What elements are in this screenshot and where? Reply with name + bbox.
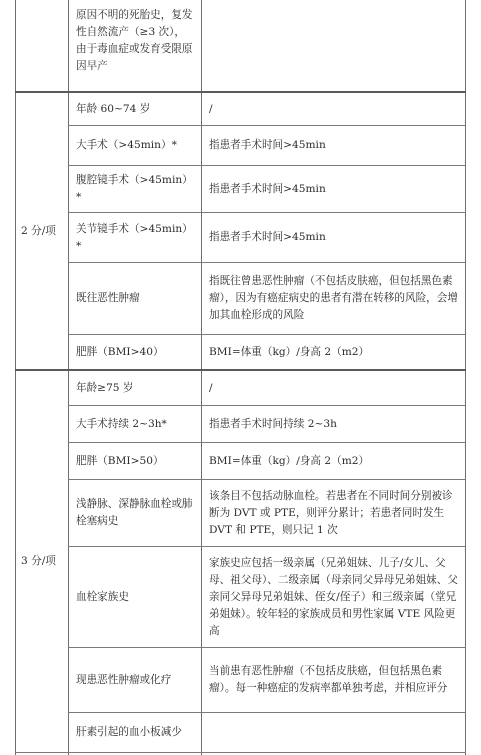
risk-factor-text: 原因不明的死胎史，复发性自然流产（≥3 次），由于毒血症或发育受限原因早产 [76,9,193,72]
risk-factor-cell [68,713,201,752]
risk-factor-cell [68,406,201,442]
risk-factor-text: 肥胖（BMI>40） [76,345,164,358]
score-cell [15,93,68,369]
score-label: 3 分/项 [21,555,56,567]
note-text: 指患者手术时间持续 2~3h [209,417,337,430]
risk-score-table [15,0,466,755]
risk-factor-text: 肝素引起的血小板减少 [76,726,182,738]
note-cell [201,648,466,712]
risk-factor-text: 浅静脉、深静脉血栓或肺栓塞病史 [76,498,193,527]
risk-factor-cell [68,480,201,546]
risk-factor-text: 腹腔镜手术（>45min）* [76,174,193,203]
note-cell [201,406,466,442]
risk-factor-text: 血栓家族史 [76,590,129,603]
risk-factor-text: 既往恶性肿瘤 [76,292,140,304]
note-text: 指既往曾患恶性肿瘤（不包括皮肤癌，但包括黑色素瘤），因为有癌症病史的患者有潜在转移的风险，会增加其血栓形成的风险 [209,275,458,321]
risk-factor-cell [68,0,201,91]
risk-factor-cell [68,166,201,212]
note-text: BMI=体重（kg）/身高 2（m2） [209,345,370,358]
table-border-bottom [15,752,466,753]
risk-factor-cell [68,335,201,369]
note-text: 当前患有恶性肿瘤（不包括皮肤癌，但包括黑色素瘤）。每一种癌症的发病率都单独考虑，并相应评分 [209,665,448,694]
risk-factor-text: 大手术持续 2~3h* [76,417,167,430]
risk-factor-cell [68,126,201,165]
score-cell [15,371,68,752]
risk-factor-cell [68,648,201,712]
note-cell [201,480,466,546]
note-cell [201,166,466,212]
risk-factor-cell [68,443,201,479]
score-label: 2 分/项 [21,224,56,237]
note-cell [201,371,466,405]
risk-factor-cell [68,371,201,405]
note-text: 指患者手术时间>45min [209,182,326,195]
note-text: / [209,102,213,115]
risk-factor-cell [68,213,201,262]
note-text: BMI=体重（kg）/身高 2（m2） [209,454,370,467]
note-cell [201,93,466,125]
risk-factor-text: 年龄≥75 岁 [76,381,134,394]
risk-factor-cell [68,93,201,125]
risk-factor-text: 大手术（>45min）* [76,139,177,151]
note-cell [201,713,466,752]
note-cell [201,263,466,334]
note-text: 该条目不包括动脉血栓。若患者在不同时间分别被诊断为 DVT 或 PTE，则评分累计；若患者同时发生 DVT 和 PTE，则只记 1 次 [209,489,453,536]
note-text: 指患者手术时间>45min [209,231,326,243]
note-cell [201,547,466,647]
note-cell [201,126,466,165]
note-cell [201,443,466,479]
risk-factor-text: 肥胖（BMI>50） [76,454,164,467]
risk-factor-text: 关节镜手术（>45min）* [76,222,193,252]
risk-factor-text: 现患恶性肿瘤或化疗 [76,673,172,686]
note-text: 指患者手术时间>45min [209,139,326,151]
note-cell [201,213,466,262]
risk-factor-text: 年龄 60~74 岁 [76,102,151,115]
risk-factor-cell [68,547,201,647]
risk-factor-cell [68,263,201,334]
note-cell [201,335,466,369]
note-text: / [209,381,213,394]
note-text: 家族史应包括一级亲属（兄弟姐妹、儿子/女儿、父母、祖父母）、二级亲属（母亲同父异母兄弟姐妹、父亲同父异母兄弟姐妹、侄女/侄子）和三级亲属（堂兄弟姐妹）。较年轻的家族成员和男性家属 VTE 风险更高 [209,556,458,637]
